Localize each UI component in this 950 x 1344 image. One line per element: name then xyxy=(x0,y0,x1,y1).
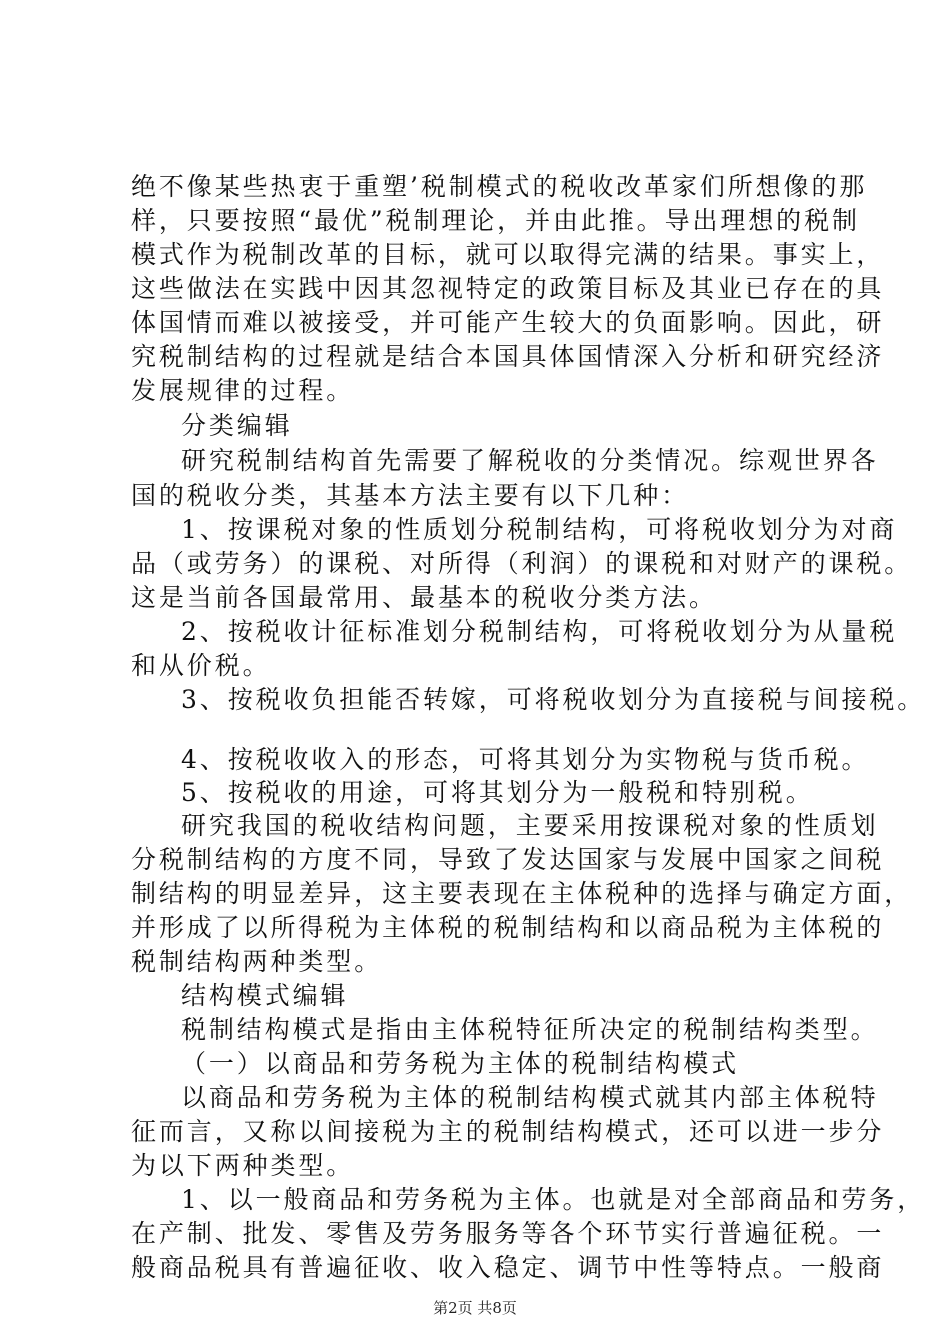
list-item-text: 1、以一般商品和劳务税为主体。也就是对全部商品和劳务， xyxy=(181,1185,926,1214)
body-text-line: 税制结构两种类型。 xyxy=(131,947,383,976)
body-text-line: 这些做法在实践中因其忽视特定的政策目标及其业已存在的具 xyxy=(131,274,885,303)
section-heading: 分类编辑 xyxy=(181,411,293,440)
list-item-text: 4、按税收收入的形态，可将其划分为实物税与货币税。 xyxy=(181,745,870,774)
list-item-text: 2、按税收计征标准划分税制结构，可将税收划分为从量税 xyxy=(181,617,898,646)
body-text-line: 模式作为税制改革的目标，就可以取得完满的结果。事实上， xyxy=(131,240,885,269)
body-text-line: 发展规律的过程。 xyxy=(131,376,355,405)
body-text-line: 研究我国的税收结构问题，主要采用按课税对象的性质划 xyxy=(181,811,879,840)
body-text-line: 绝不像某些热衷于重塑’税制模式的税收改革家们所想像的那 xyxy=(131,172,868,201)
body-text-line: 分税制结构的方度不同，导致了发达国家与发展中国家之间税 xyxy=(131,845,885,874)
body-text-line: 制结构的明显差异，这主要表现在主体税种的选择与确定方面， xyxy=(131,879,913,908)
body-text-line: 体国情而难以被接受，并可能产生较大的负面影响。因此，研 xyxy=(131,308,885,337)
body-text-line: 以商品和劳务税为主体的税制结构模式就其内部主体税特 xyxy=(181,1083,879,1112)
body-text-line: 研究税制结构首先需要了解税收的分类情况。综观世界各 xyxy=(181,446,879,475)
list-item-text: 5、按税收的用途，可将其划分为一般税和特别税。 xyxy=(181,778,814,807)
body-text-line: 究税制结构的过程就是结合本国具体国情深入分析和研究经济 xyxy=(131,342,885,371)
list-item-text: 和从价税。 xyxy=(131,651,271,680)
list-item-text: 般商品税具有普遍征收、收入稳定、调节中性等特点。一般商 xyxy=(131,1253,885,1282)
section-heading: 结构模式编辑 xyxy=(181,981,349,1010)
body-text-line: 国的税收分类，其基本方法主要有以下几种： xyxy=(131,481,690,510)
list-item-text: 3、按税收负担能否转嫁，可将税收划分为直接税与间接税。 xyxy=(181,685,926,714)
list-item-text: 在产制、批发、零售及劳务服务等各个环节实行普遍征税。一 xyxy=(131,1219,885,1248)
body-text-line: 并形成了以所得税为主体税的税制结构和以商品税为主体税的 xyxy=(131,913,885,942)
body-text-line: 样，只要按照“最优”税制理论，并由此推。导出理想的税制 xyxy=(131,206,860,235)
body-text-line: 税制结构模式是指由主体税特征所决定的税制结构类型。 xyxy=(181,1015,879,1044)
list-item-text: 品（或劳务）的课税、对所得（利润）的课税和对财产的课税。 xyxy=(131,549,913,578)
body-text-line: 为以下两种类型。 xyxy=(131,1151,355,1180)
page-number-footer: 第2页 共8页 xyxy=(433,1299,517,1317)
list-item-text: 1、按课税对象的性质划分税制结构，可将税收划分为对商 xyxy=(181,515,898,544)
body-text-line: 征而言，又称以间接税为主的税制结构模式，还可以进一步分 xyxy=(131,1117,885,1146)
subsection-heading: （一）以商品和劳务税为主体的税制结构模式 xyxy=(181,1049,740,1078)
list-item-text: 这是当前各国最常用、最基本的税收分类方法。 xyxy=(131,583,717,612)
